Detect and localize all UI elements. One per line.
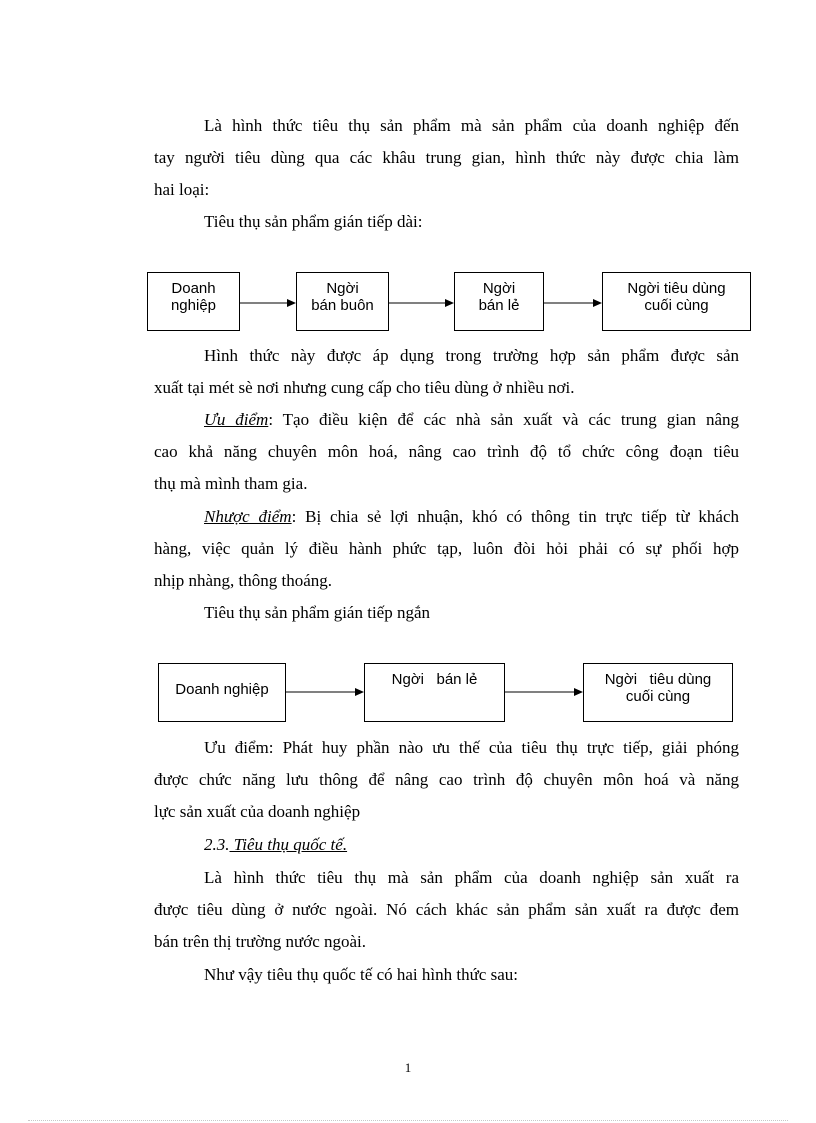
box-retailer-line-2: bán lẻ [478, 297, 520, 314]
section-title: Tiêu thụ quốc tế. [229, 835, 348, 854]
box-end-consumer-line-2: cuối cùng [644, 297, 709, 314]
arrow-right-icon [505, 685, 585, 699]
box-retailer-line-1: Ngời [482, 280, 516, 297]
disadvantage-label: Nhược điểm [204, 507, 292, 526]
disadvantage-text-1: : Bị chia sẻ lợi nhuận, khó có thông tin trực tiếp từ khách [291, 507, 739, 526]
long-channel-desc-line-1: Hình thức này được áp dụng trong trường hợp sản phẩm được sản [204, 346, 739, 365]
intl-desc-line-2: được tiêu dùng ở nước ngoài. Nó cách khác sản phẩm sản xuất ra được đem [154, 900, 739, 919]
advantage-label: Ưu điểm [204, 410, 269, 429]
disadvantage-line-1 [154, 501, 739, 533]
advantage-line-2: cao khả năng chuyên môn hoá, nâng cao trình độ tổ chức công đoạn tiêu [154, 442, 739, 461]
page-bottom-divider [28, 1120, 788, 1121]
advantage-line-3: thụ mà mình tham gia. [154, 474, 308, 493]
box-wholesaler [296, 272, 389, 331]
box-enterprise [147, 272, 240, 331]
advantage2-line-2: được chức năng lưu thông để nâng cao trình độ chuyên môn hoá và năng [154, 770, 739, 789]
box-retailer-short [364, 663, 505, 722]
advantage-line-1 [154, 404, 739, 436]
box-wholesaler-line-2: bán buôn [311, 297, 374, 314]
arrow-right-icon [389, 296, 455, 310]
box-enterprise-short-line-1: Doanh nghiệp [175, 681, 269, 698]
advantage2-line-3: lực sản xuất của doanh nghiệp [154, 802, 361, 821]
intro-line-1: Là hình thức tiêu thụ sản phẩm mà sản phẩm của doanh nghiệp đến [204, 116, 739, 135]
box-retailer [454, 272, 544, 331]
box-enterprise-line-2: nghiệp [170, 297, 217, 314]
box-end-consumer-short [583, 663, 733, 722]
box-wholesaler-line-1: Ngời [326, 280, 359, 297]
disadvantage-line-3: nhịp nhàng, thông thoáng. [154, 571, 333, 590]
arrow-right-icon [240, 296, 300, 310]
heading-short-channel: Tiêu thụ sản phẩm gián tiếp ngắn [204, 603, 431, 622]
box-retailer-short-line-1: Ngời bán lẻ [391, 671, 478, 688]
box-end-consumer-short-line-2: cuối cùng [625, 688, 691, 705]
section-number: 2.3. [204, 835, 230, 854]
box-end-consumer [602, 272, 751, 331]
box-enterprise-short [158, 663, 286, 722]
box-end-consumer-line-1: Ngời tiêu dùng [627, 280, 726, 297]
disadvantage-line-2: hàng, việc quản lý điều hành phức tạp, luôn đòi hỏi phải có sự phối hợp [154, 539, 739, 558]
box-enterprise-line-1: Doanh [171, 280, 216, 297]
intro-line-2: tay người tiêu dùng qua các khâu trung gian, hình thức này được chia làm [154, 148, 739, 167]
box-end-consumer-short-line-1: Ngời tiêu dùng [604, 671, 712, 688]
arrow-right-icon [286, 685, 366, 699]
heading-long-channel: Tiêu thụ sản phẩm gián tiếp dài: [204, 212, 423, 231]
page-number: 1 [404, 1060, 412, 1075]
arrow-right-icon [544, 296, 604, 310]
section-2-3-heading [154, 829, 739, 861]
intro-line-3: hai loại: [154, 180, 210, 199]
intl-desc-line-1: Là hình thức tiêu thụ mà sản phẩm của doanh nghiệp sản xuất ra [204, 868, 739, 887]
intl-forms-intro: Như vậy tiêu thụ quốc tế có hai hình thức sau: [204, 965, 518, 984]
intl-desc-line-3: bán trên thị trường nước ngoài. [154, 932, 367, 951]
long-channel-desc-line-2: xuất tại mét sè nơi nhưng cung cấp cho tiêu dùng ở nhiều nơi. [154, 378, 575, 397]
advantage-text-1: : Tạo điều kiện để các nhà sản xuất và các trung gian nâng [268, 410, 739, 429]
advantage2-line-1: Ưu điểm: Phát huy phần nào ưu thế của tiêu thụ trực tiếp, giải phóng [204, 738, 739, 757]
